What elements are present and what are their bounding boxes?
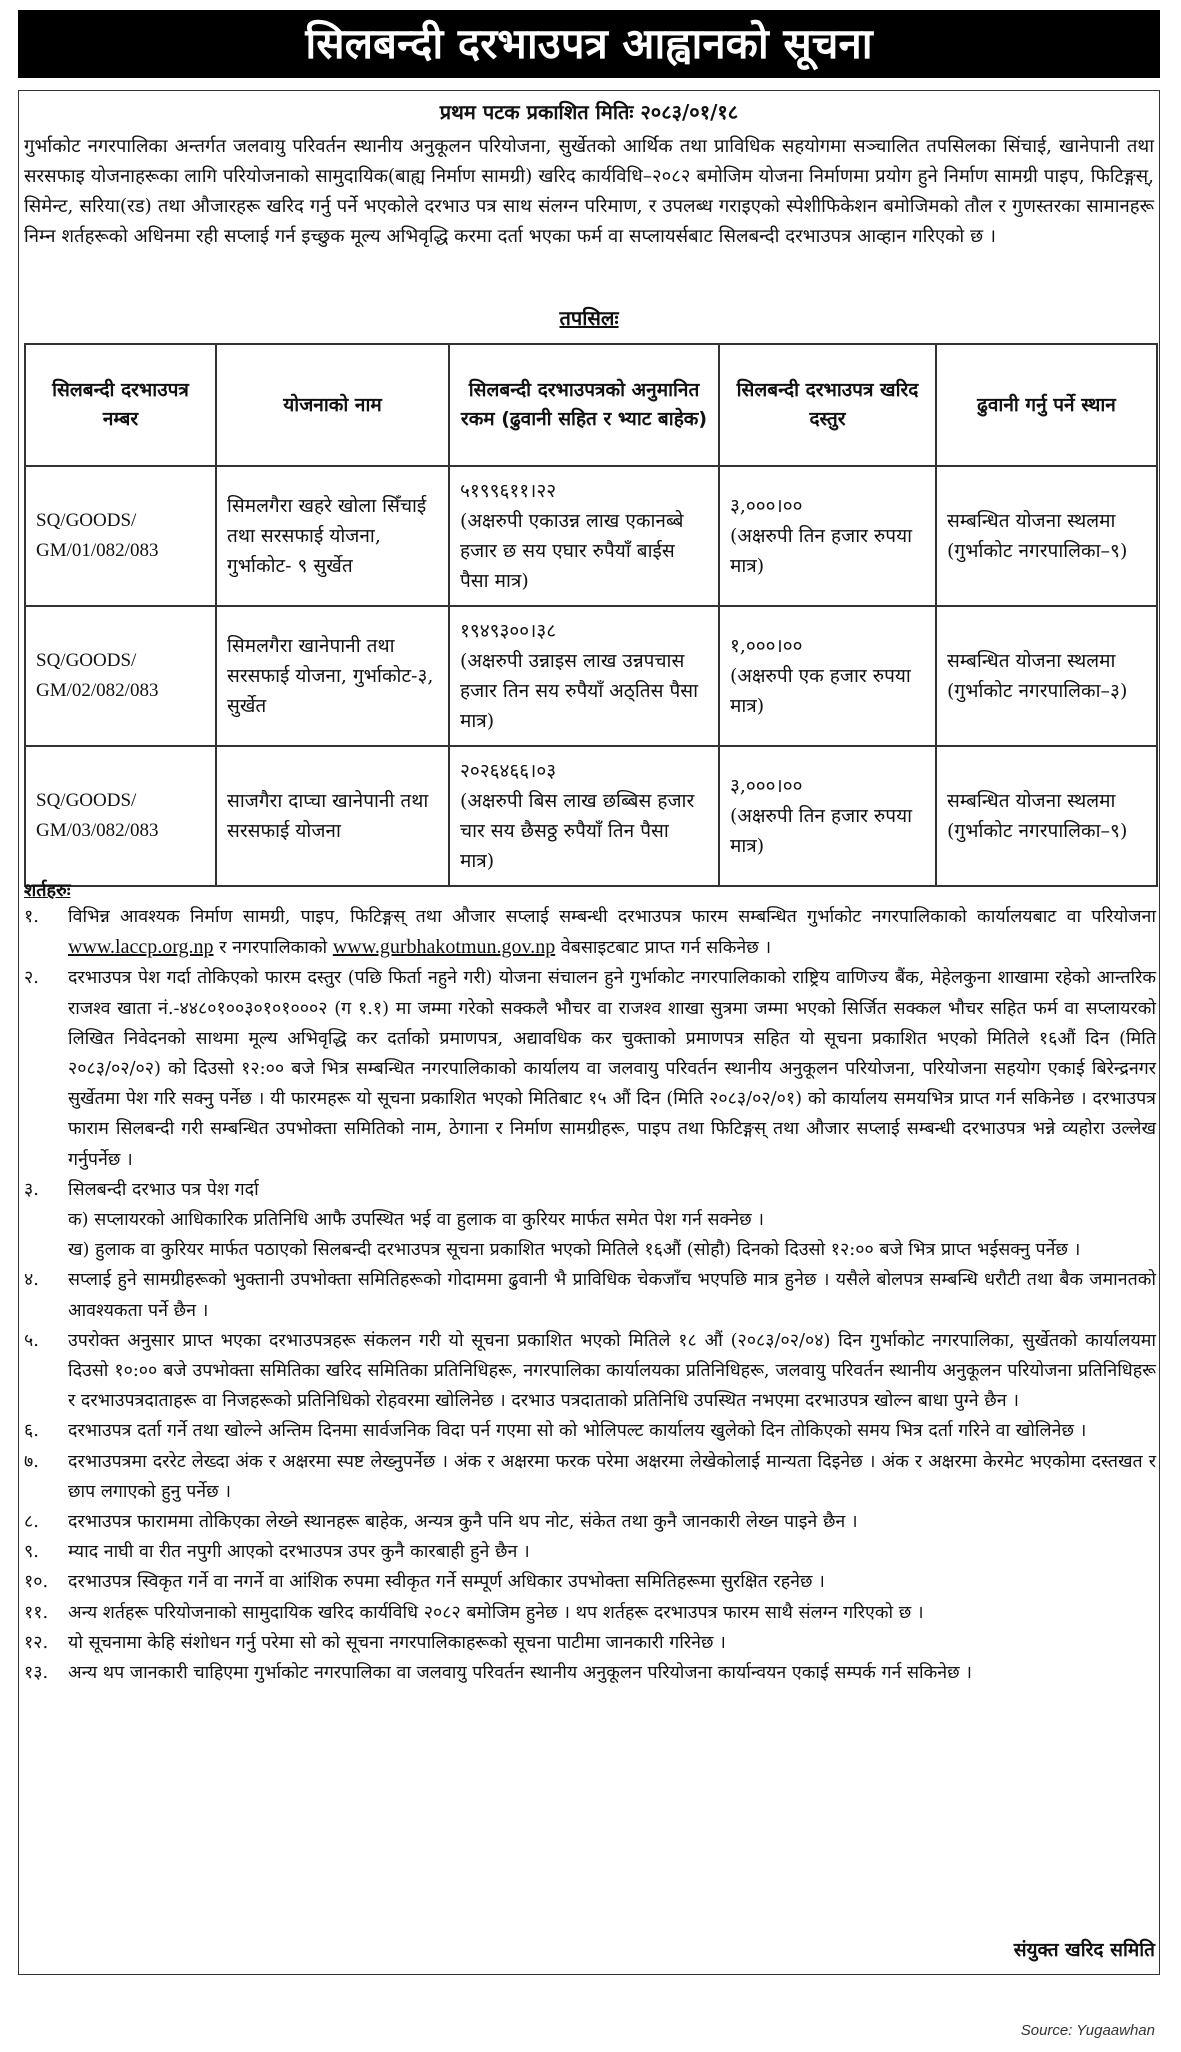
condition-number: ६. <box>24 1420 39 1442</box>
amount-words: (अक्षरुपी बिस लाख छब्बिस हजार चार सय छैसठ्ठ रुपैयाँ तिन पैसा मात्र) <box>460 790 695 872</box>
condition-number: ५. <box>24 1329 39 1351</box>
condition-item <box>24 1447 1156 1507</box>
condition-text <box>68 902 1156 963</box>
table-row <box>25 466 1157 606</box>
condition-text: सप्लाई हुने सामग्रीहरूको भुक्तानी उपभोक्ता समितिहरूको गोदाममा ढुवानी भै प्राविधिक चेकजाँच भएपछि मात्र हुनेछ । यसैले बोलपत्र सम्बन्धि धरौटी तथा बैक जमानतको आवश्यकता पर्ने छैन । <box>68 1269 1156 1321</box>
condition-number: ११. <box>24 1601 49 1623</box>
header-number: सिलबन्दी दरभाउपत्र नम्बर <box>25 344 216 466</box>
condition-text: दरभाउपत्र स्विकृत गर्ने वा नगर्ने वा आंशिक रुपमा स्वीकृत गर्ने सम्पूर्ण अधिकार उपभोक्ता समितिहरूमा सुरक्षित रहनेछ । <box>68 1571 825 1593</box>
condition-item <box>24 1507 1156 1537</box>
condition-number: २. <box>24 967 39 989</box>
signature-committee: संयुक्त खरिद समिति <box>1013 1939 1155 1961</box>
condition-subitem-b: ख) हुलाक वा कुरियर मार्फत पठाएको सिलबन्दी दरभाउपत्र सूचना प्रकाशित भएको मितिले १६औं (सोहौ) दिनको दिउसो १२:०० बजे भित्र प्राप्त भईसक्नु पर्नेछ । <box>68 1239 1081 1261</box>
condition-number: ३. <box>24 1178 39 1200</box>
condition-item <box>24 1537 1156 1567</box>
condition-number: १३. <box>24 1662 49 1684</box>
fee-figure: ३,०००।०० <box>730 775 803 797</box>
condition-item <box>24 963 1156 1174</box>
condition-number: ८. <box>24 1511 39 1533</box>
condition-item <box>24 1567 1156 1597</box>
estimated-amount <box>449 466 719 606</box>
condition-item <box>24 1416 1156 1446</box>
estimated-amount <box>449 606 719 746</box>
condition-text <box>68 1175 1156 1266</box>
laccp-link[interactable]: www.laccp.org.np <box>68 936 214 959</box>
condition-text: उपरोक्त अनुसार प्राप्त भएका दरभाउपत्रहरू संकलन गरी यो सूचना प्रकाशित भएको मितिले १८ औं (२०८३/०२/०४) दिन गुर्भाकोट नगरपालिका, सुर्खेतको कार्यालयमा दिउसो १०:०० बजे उपभोक्ता समितिका खरिद समितिका प्रतिनिधिहरू, नगरपालिका कार्यालयका प्रतिनिधिहरू, जलवायु परिवर्तन स्थानीय अनुकूलन परियोजना प्रतिनिधिहरू र दरभाउपत्रदाताहरू वा निजहरूको प्रतिनिधिको रोहवरमा खोलिनेछ । दरभाउ पत्रदाताको प्रतिनिधि उपस्थित नभएमा दरभाउपत्र खोल्न बाधा पुग्ने छैन । <box>68 1329 1156 1412</box>
fee-figure: १,०००।०० <box>730 635 803 657</box>
delivery-location: सम्बन्धित योजना स्थलमा (गुर्भाकोट नगरपालिका–३) <box>936 606 1157 746</box>
purchase-fee <box>719 746 936 886</box>
condition-number: ७. <box>24 1450 39 1472</box>
publication-date: प्रथम पटक प्रकाशित मितिः २०८३/०१/१८ <box>439 100 739 124</box>
amount-figure: ५१९९६११।२२ <box>460 480 557 502</box>
tender-number: SQ/GOODS/ GM/02/082/083 <box>25 606 216 746</box>
condition-number: १२. <box>24 1631 49 1653</box>
condition-text: म्याद नाघी वा रीत नपुगी आएको दरभाउपत्र उपर कुनै कारबाही हुने छैन । <box>68 1541 530 1563</box>
amount-figure: १९४९३००।३८ <box>460 620 557 642</box>
project-name: साजगैरा दाप्चा खानेपानी तथा सरसफाई योजना <box>216 746 449 886</box>
condition-text-part: र नगरपालिकाको <box>219 937 328 959</box>
condition-item <box>24 1175 1156 1266</box>
purchase-fee <box>719 466 936 606</box>
condition-number: ४. <box>24 1269 39 1291</box>
amount-figure: २०२६४६६।०३ <box>460 760 557 782</box>
intro-paragraph: गुर्भाकोट नगरपालिका अन्तर्गत जलवायु परिवर्तन स्थानीय अनुकूलन परियोजना, सुर्खेतको आर्थिक तथा प्राविधिक सहयोगमा सञ्चालित तपसिलका सिंचाई, खानेपानी तथा सरसफाइ योजनाहरूका लागि परियोजनाको सामुदायिक(बाह्य निर्माण सामग्री) खरिद कार्यविधि–२०८२ बमोजिम योजना निर्माणमा प्रयोग हुने निर्माण सामग्री पाइप, फिटिङ्गस्, सिमेन्ट, सरिया(रड) तथा औजारहरू खरिद गर्नु पर्ने भएकोले दरभाउ पत्र साथ संलग्न परिमाण, र उपलब्ध गराइएको स्पेशीफिकेशन बमोजिमको तौल र गुणस्तरका सामानहरू निम्न शर्तहरूको अधिनमा रही सप्लाई गर्न इच्छुक मूल्य अभिवृद्धि करमा दर्ता भएका फर्म वा सप्लायर्सबाट सिलबन्दी दरभाउपत्र आव्हान गरिएको छ । <box>24 136 1154 247</box>
header-fee: सिलबन्दी दरभाउपत्र खरिद दस्तुर <box>719 344 936 466</box>
header-location: ढुवानी गर्नु पर्ने स्थान <box>936 344 1157 466</box>
fee-words: (अक्षरुपी एक हजार रुपया मात्र) <box>730 665 911 717</box>
project-name: सिमलगैरा खहरे खोला सिँचाई तथा सरसफाई योजना, गुर्भाकोट- ९ सुर्खेत <box>216 466 449 606</box>
condition-text: अन्य थप जानकारी चाहिएमा गुर्भाकोट नगरपालिका वा जलवायु परिवर्तन स्थानीय अनुकूलन परियोजना कार्यान्वयन एकाई सम्पर्क गर्न सकिनेछ । <box>68 1662 973 1684</box>
condition-text: यो सूचनामा केहि संशोधन गर्नु परेमा सो को सूचना नगरपालिकाहरूको सूचना पाटीमा जानकारी गरिनेछ । <box>68 1631 726 1653</box>
source-credit: Source: Yugaawhan <box>1020 2022 1155 2039</box>
tender-number: SQ/GOODS/ GM/01/082/083 <box>25 466 216 606</box>
municipality-link[interactable]: www.gurbhakotmun.gov.np <box>332 936 556 959</box>
condition-text-part: विभिन्न आवश्यक निर्माण सामग्री, पाइप, फिटिङ्गस् तथा औजार सप्लाई सम्बन्धी दरभाउपत्र फारम सम्बन्धित गुर्भाकोट नगरपालिकाको कार्यालयबाट वा परियोजना <box>68 906 1156 927</box>
condition-item <box>24 1326 1156 1417</box>
tender-table <box>24 343 1158 887</box>
tender-number: SQ/GOODS/ GM/03/082/083 <box>25 746 216 886</box>
header-project: योजनाको नाम <box>216 344 449 466</box>
condition-number: १०. <box>24 1571 49 1593</box>
delivery-location: सम्बन्धित योजना स्थलमा (गुर्भाकोट नगरपालिका–९) <box>936 466 1157 606</box>
condition-item <box>24 1598 1156 1628</box>
project-name: सिमलगैरा खानेपानी तथा सरसफाई योजना, गुर्भाकोट-३, सुर्खेत <box>216 606 449 746</box>
condition-item <box>24 1658 1156 1688</box>
table-row <box>25 606 1157 746</box>
condition-subheading: सिलबन्दी दरभाउ पत्र पेश गर्दा <box>68 1178 259 1200</box>
condition-text: दरभाउपत्र फाराममा तोकिएका लेख्ने स्थानहरू बाहेक, अन्यत्र कुनै पनि थप नोट, संकेत तथा कुनै जानकारी लेख्न पाइने छैन । <box>68 1511 858 1533</box>
table-header-row <box>25 344 1157 466</box>
header-amount: सिलबन्दी दरभाउपत्रको अनुमानित रकम (ढुवानी सहित र भ्याट बाहेक) <box>449 344 719 466</box>
table-row <box>25 746 1157 886</box>
condition-text: दरभाउपत्र पेश गर्दा तोकिएको फारम दस्तुर (पछि फिर्ता नहुने गरी) योजना संचालन हुने गुर्भाकोट नगरपालिकाको राष्ट्रिय वाणिज्य बैंक, मेहेलकुना शाखामा रहेको आन्तरिक राजश्व खाता नं.-४४८०१००३०१०१०००२ (ग १.१) मा जम्मा गरेको सक्कलै भौचर वा राजश्व शाखा सुत्रमा जम्मा भएको सिर्जित सक्कल भौचर सहित फर्म वा सप्लायरको लिखित निवेदनको साथमा मूल्य अभिवृद्धि कर दर्ताको प्रमाणपत्र, अद्यावधिक कर चुक्ताको प्रमाणपत्र सहित यो सूचना प्रकाशित भएको मितिले १६औं दिन (मिति २०८३/०२/०२) को दिउसो १२:०० बजे भित्र सम्बन्धित नगरपालिकाको कार्यालय वा जलवायु परिवर्तन स्थानीय अनुकूलन परियोजना, परियोजना सहयोग एकाई बिरेन्द्रनगर सुर्खेतमा पेश गरि सक्नु पर्नेछ । यी फारमहरू यो सूचना प्रकाशित भएको मितिबाट १५ औं दिन (मिति २०८३/०२/०१) को कार्यालय समयभित्र प्राप्त गर्न सकिनेछ । दरभाउपत्र फाराम सिलबन्दी गरी सम्बन्धित उपभोक्ता समितिको नाम, ठेगाना र निर्माण सामग्रीहरू, पाइप तथा फिटिङ्गस् तथा औजार सप्लाई सम्बन्धी दरभाउपत्र भन्ने व्यहोरा उल्लेख गर्नुपर्नेछ । <box>68 967 1156 1170</box>
condition-text: दरभाउपत्र दर्ता गर्ने तथा खोल्ने अन्तिम दिनमा सार्वजनिक विदा पर्न गएमा सो को भोलिपल्ट कार्यालय खुलेको दिन तोकिएको समय भित्र दर्ता गरिने वा खोलिनेछ । <box>68 1420 1087 1442</box>
condition-subitem-a: क) सप्लायरको आधिकारिक प्रतिनिधि आफै उपस्थित भई वा हुलाक वा कुरियर मार्फत समेत पेश गर्न सक्नेछ । <box>68 1209 764 1231</box>
conditions-list <box>24 902 1156 1688</box>
condition-item <box>24 1265 1156 1325</box>
amount-words: (अक्षरुपी एकाउन्न लाख एकानब्बे हजार छ सय एघार रुपैयाँ बाईस पैसा मात्र) <box>460 510 684 592</box>
fee-words: (अक्षरुपी तिन हजार रुपया मात्र) <box>730 805 913 857</box>
notice-title: सिलबन्दी दरभाउपत्र आह्वानको सूचना <box>18 10 1160 78</box>
conditions-heading: शर्तहरुः <box>24 880 71 901</box>
purchase-fee <box>719 606 936 746</box>
condition-item <box>24 902 1156 963</box>
amount-words: (अक्षरुपी उन्नाइस लाख उन्नपचास हजार तिन सय रुपैयाँ अठ्तिस पैसा मात्र) <box>460 650 699 732</box>
condition-number: ९. <box>24 1541 39 1563</box>
fee-figure: ३,०००।०० <box>730 495 803 517</box>
estimated-amount <box>449 746 719 886</box>
condition-text: अन्य शर्तहरू परियोजनाको सामुदायिक खरिद कार्यविधि २०८२ बमोजिम हुनेछ । थप शर्तहरू दरभाउपत्र फारम साथै संलग्न गरिएको छ । <box>68 1601 924 1623</box>
delivery-location: सम्बन्धित योजना स्थलमा (गुर्भाकोट नगरपालिका–९) <box>936 746 1157 886</box>
condition-item <box>24 1628 1156 1658</box>
fee-words: (अक्षरुपी तिन हजार रुपया मात्र) <box>730 525 913 577</box>
details-heading: तपसिलः <box>559 306 619 330</box>
condition-text-part: वेबसाइटबाट प्राप्त गर्न सकिनेछ । <box>560 937 772 959</box>
condition-text: दरभाउपत्रमा दररेट लेख्दा अंक र अक्षरमा स्पष्ट लेख्नुपर्नेछ । अंक र अक्षरमा फरक परेमा अक्षरमा लेखेकोलाई मान्यता दिइनेछ । अंक र अक्षरमा केरमेट भएकोमा दस्तखत र छाप लगाएको हुनु पर्नेछ । <box>68 1450 1156 1502</box>
condition-number: १. <box>24 906 39 927</box>
